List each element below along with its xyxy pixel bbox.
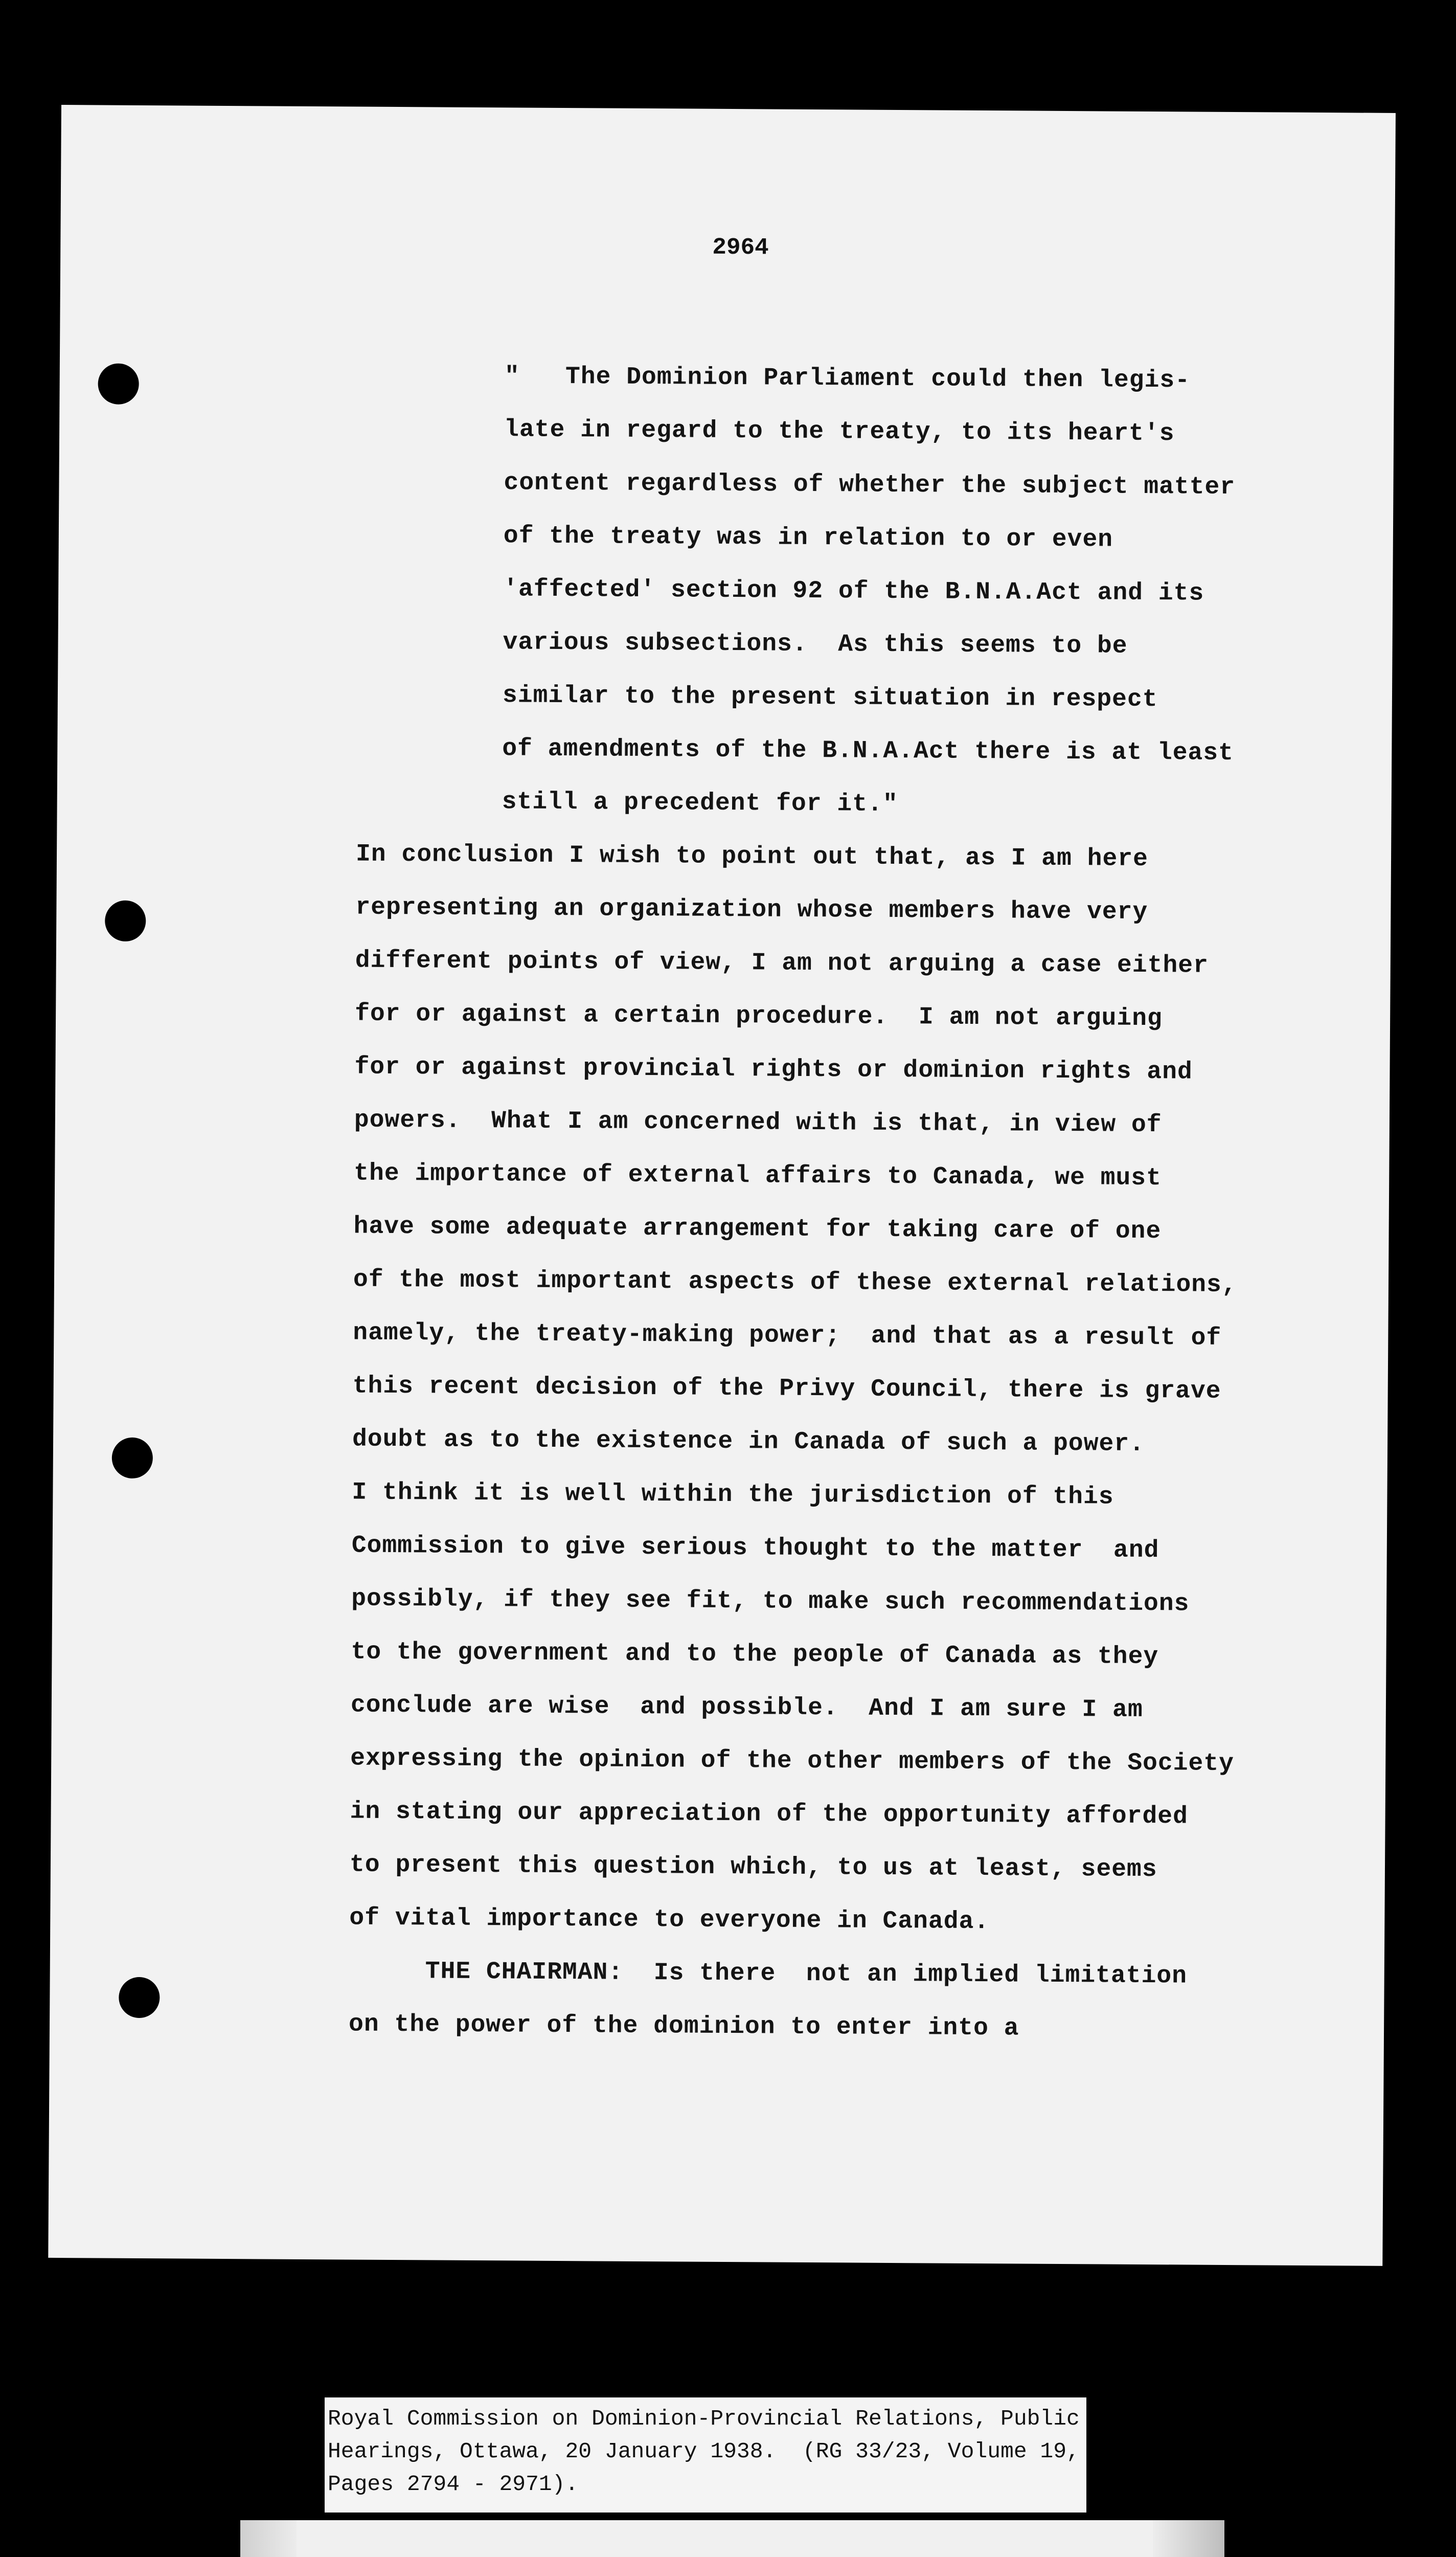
text-line: to present this question which, to us at least, seems — [349, 1851, 1157, 1884]
text-line: for or against a certain procedure. I am not arguing — [354, 1000, 1163, 1033]
text-line: expressing the opinion of the other members of the Society — [350, 1744, 1235, 1778]
punch-hole — [98, 363, 139, 404]
archives-stamp — [240, 2520, 1224, 2557]
text-line: the importance of external affairs to Canada, we must — [354, 1159, 1162, 1193]
text-line: for or against provincial rights or dominion rights and — [354, 1053, 1193, 1086]
citation-line: Hearings, Ottawa, 20 January 1938. (RG 33/23, Volume 19, — [328, 2439, 1080, 2464]
text-line: late in regard to the treaty, to its heart's — [504, 416, 1175, 448]
text-line: doubt as to the existence in Canada of such a power. — [352, 1425, 1145, 1458]
punch-hole — [119, 1977, 160, 2018]
text-line: 'affected' section 92 of the B.N.A.Act and its — [503, 575, 1204, 608]
text-line: on the power of the dominion to enter into a — [348, 2010, 1019, 2043]
text-line: similar to the present situation in respect — [502, 682, 1158, 714]
page-number: 2964 — [712, 234, 769, 261]
stamp-edge-right — [1153, 2520, 1224, 2557]
stamp-edge-left — [240, 2520, 297, 2557]
text-line: powers. What I am concerned with is that, in view of — [354, 1106, 1162, 1139]
text-line: " The Dominion Parliament could then legis- — [504, 363, 1191, 395]
text-line: THE CHAIRMAN: Is there not an implied limitation — [349, 1957, 1188, 1990]
text-line: this recent decision of the Privy Council, there is grave — [352, 1372, 1221, 1405]
text-line: of vital importance to everyone in Canada. — [349, 1904, 990, 1936]
citation-line: Royal Commission on Dominion-Provincial Relations, Public — [328, 2406, 1080, 2431]
text-line: various subsections. As this seems to be — [503, 629, 1128, 660]
text-line: to the government and to the people of Canada as they — [351, 1638, 1159, 1671]
text-line: different points of view, I am not arguing a case either — [355, 947, 1209, 980]
punch-hole — [112, 1438, 153, 1478]
text-line: In conclusion I wish to point out that, as I am here — [355, 840, 1149, 873]
text-line: namely, the treaty-making power; and that as a result of — [353, 1319, 1222, 1352]
text-line: possibly, if they see fit, to make such recommendations — [351, 1585, 1190, 1618]
citation-line: Pages 2794 - 2971). — [328, 2472, 579, 2497]
text-line: of the treaty was in relation to or even — [503, 522, 1113, 554]
text-line: in stating our appreciation of the opportunity afforded — [350, 1798, 1189, 1831]
text-line: Commission to give serious thought to the matter and — [351, 1532, 1159, 1565]
text-line: representing an organization whose members have very — [355, 893, 1148, 927]
text-line: I think it is well within the jurisdiction of this — [352, 1478, 1114, 1511]
text-line: content regardless of whether the subject matter — [504, 469, 1236, 502]
text-line: conclude are wise and possible. And I am sure I am — [350, 1691, 1143, 1724]
text-line: have some adequate arrangement for taking care of one — [353, 1213, 1162, 1246]
text-line: of the most important aspects of these external relations, — [353, 1266, 1237, 1299]
punch-hole — [105, 901, 146, 941]
citation-label — [325, 2397, 1086, 2513]
document-page — [48, 105, 1396, 2266]
text-line: of amendments of the B.N.A.Act there is at least — [502, 735, 1234, 768]
text-line: still a precedent for it." — [502, 788, 898, 819]
